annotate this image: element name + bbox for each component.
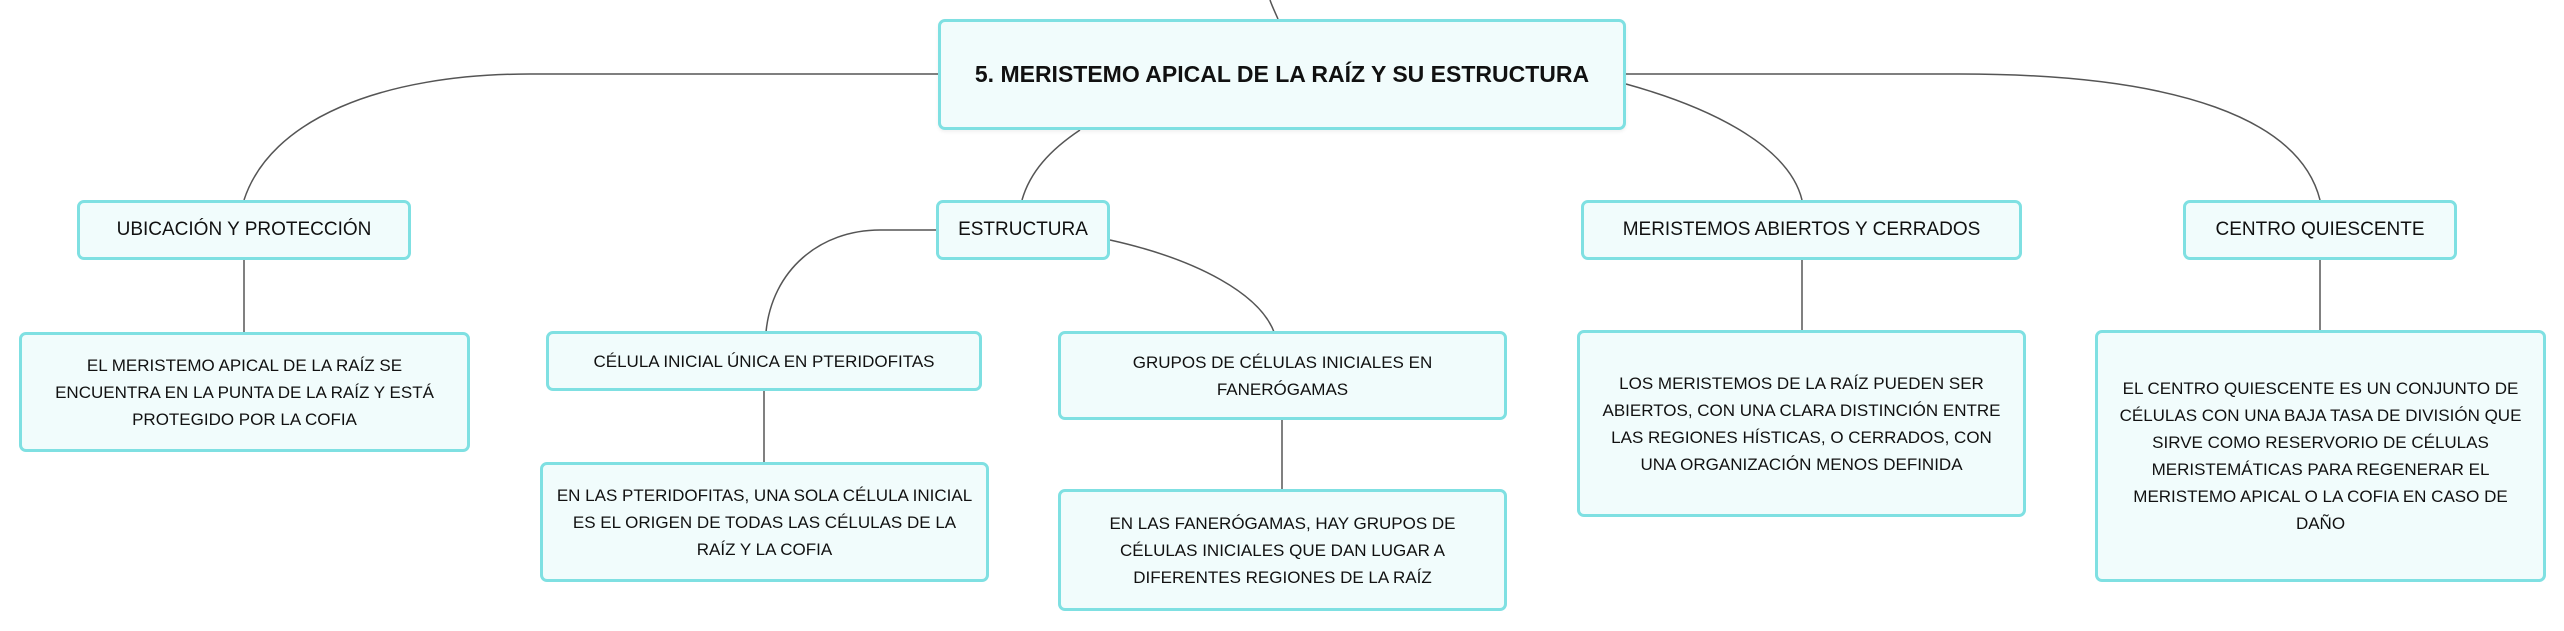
subtopic-meristemos-descripcion[interactable] bbox=[1577, 330, 2026, 517]
subtopic-celula-inicial-descripcion[interactable] bbox=[540, 462, 989, 582]
subtopic-ubicacion-text: EL MERISTEMO APICAL DE LA RAÍZ SE ENCUENTRA EN LA PUNTA DE LA RAÍZ Y ESTÁ PROTEGIDO POR LA COFIA bbox=[55, 355, 434, 429]
topic-centro-label: CENTRO QUIESCENTE bbox=[2215, 219, 2425, 240]
topic-meristemos-label: MERISTEMOS ABIERTOS Y CERRADOS bbox=[1622, 219, 1981, 240]
root-topic-label: 5. MERISTEMO APICAL DE LA RAÍZ Y SU ESTRUCTURA bbox=[974, 61, 1590, 87]
topic-ubicacion-proteccion[interactable] bbox=[77, 200, 411, 260]
topic-estructura[interactable] bbox=[936, 200, 1110, 260]
connector-root-centro bbox=[1626, 74, 2320, 200]
subtopic-grupos-text: GRUPOS DE CÉLULAS INICIALES EN FANERÓGAMAS bbox=[1132, 352, 1433, 399]
connector-estructura-celula bbox=[766, 230, 936, 332]
subtopic-grupos-desc-text: EN LAS FANERÓGAMAS, HAY GRUPOS DE CÉLULAS INICIALES QUE DAN LUGAR A DIFERENTES REGIONES DE LA RAÍZ bbox=[1109, 513, 1456, 587]
subtopic-centro-text: EL CENTRO QUIESCENTE ES UN CONJUNTO DE CÉLULAS CON UNA BAJA TASA DE DIVISIÓN QUE SIRVE COMO RESERVORIO DE CÉLULAS MERISTEMÁTICAS PARA REGENERAR EL MERISTEMO APICAL O LA COFIA EN CASO DE DAÑO bbox=[2119, 379, 2522, 533]
subtopic-celula-desc-text: EN LAS PTERIDOFITAS, UNA SOLA CÉLULA INICIAL ES EL ORIGEN DE TODAS LAS CÉLULAS DE LA RAÍZ Y LA COFIA bbox=[556, 485, 973, 559]
subtopic-celula-inicial-text: CÉLULA INICIAL ÚNICA EN PTERIDOFITAS bbox=[593, 351, 935, 371]
topic-estructura-label: ESTRUCTURA bbox=[958, 219, 1088, 240]
subtopic-grupos-descripcion[interactable] bbox=[1058, 489, 1507, 611]
connector-parent-root bbox=[1270, 0, 1278, 19]
topic-ubicacion-label: UBICACIÓN Y PROTECCIÓN bbox=[116, 219, 372, 240]
topic-centro-quiescente[interactable] bbox=[2183, 200, 2457, 260]
connector-root-meristemos bbox=[1626, 84, 1802, 200]
connector-estructura-grupos bbox=[1110, 240, 1274, 332]
subtopic-celula-inicial-unica[interactable] bbox=[546, 331, 982, 391]
subtopic-centro-descripcion[interactable] bbox=[2095, 330, 2546, 582]
connector-root-ubicacion bbox=[244, 74, 938, 200]
root-topic[interactable] bbox=[938, 19, 1626, 130]
subtopic-grupos-celulas-iniciales[interactable] bbox=[1058, 331, 1507, 420]
connector-root-estructura bbox=[1022, 130, 1080, 200]
subtopic-ubicacion-descripcion[interactable] bbox=[19, 332, 470, 452]
topic-meristemos-abiertos-cerrados[interactable] bbox=[1581, 200, 2022, 260]
subtopic-meristemos-text: LOS MERISTEMOS DE LA RAÍZ PUEDEN SER ABIERTOS, CON UNA CLARA DISTINCIÓN ENTRE LAS REGIONES HÍSTICAS, O CERRADOS, CON UNA ORGANIZACIÓN MENOS DEFINIDA bbox=[1602, 373, 2001, 474]
